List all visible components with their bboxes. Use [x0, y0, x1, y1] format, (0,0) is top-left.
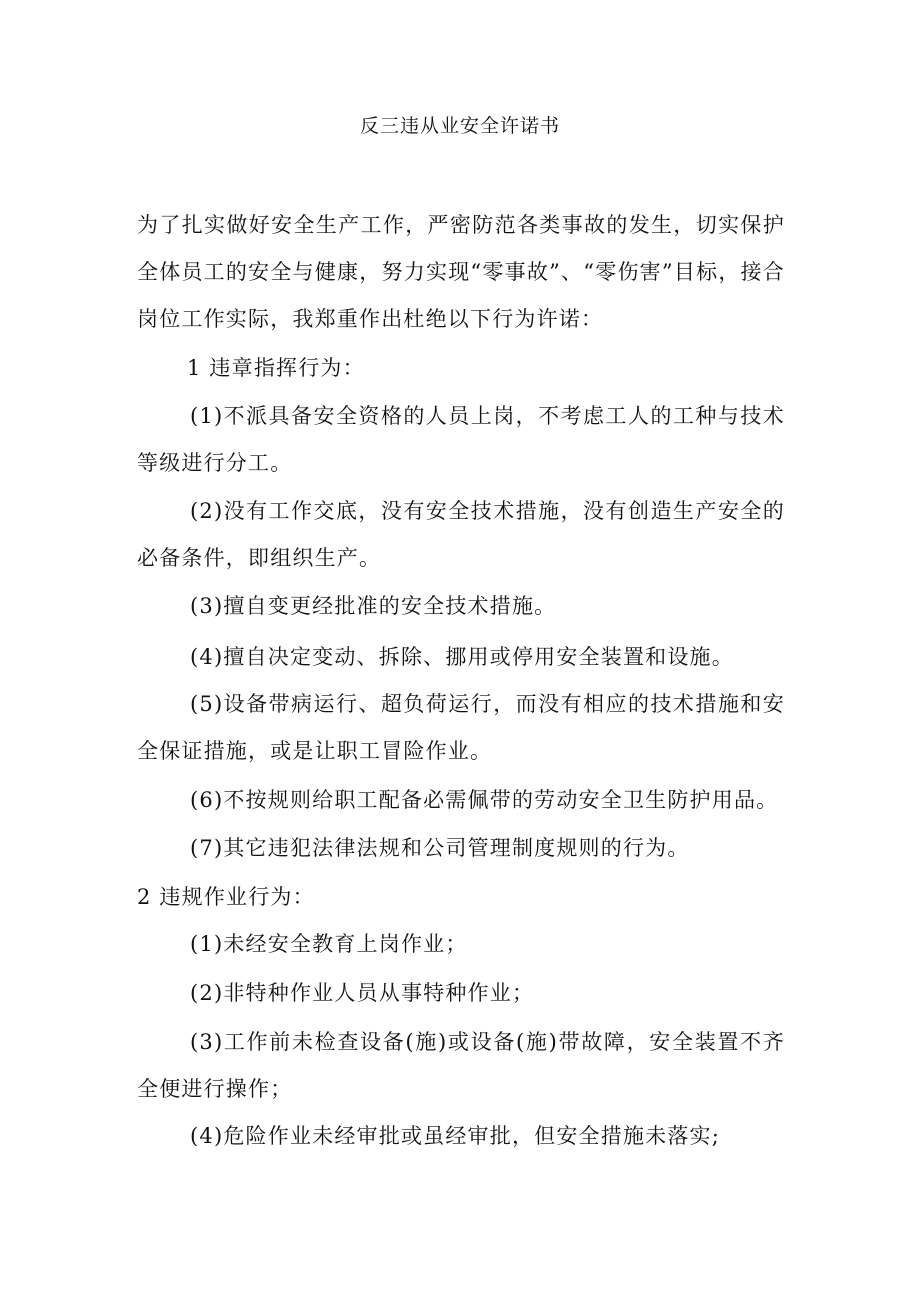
section-1-item: (5)设备带病运行、超负荷运行，而没有相应的技术措施和安全保证措施，或是让职工冒险作业。	[137, 692, 785, 763]
section-2-item: (4)危险作业未经审批或虽经审批，但安全措施未落实;	[190, 1124, 721, 1148]
section-1-item: (3)擅自变更经批准的安全技术措施。	[190, 594, 557, 618]
section-2-heading: 2 违规作业行为：	[137, 885, 315, 909]
section-1-item: (4)擅自决定变动、拆除、挪用或停用安全装置和设施。	[190, 645, 734, 669]
section-1-heading: 1 违章指挥行为：	[187, 356, 365, 380]
section-2-item: (2)非特种作业人员从事特种作业；	[190, 981, 535, 1005]
intro-paragraph: 为了扎实做好安全生产工作，严密防范各类事故的发生，切实保护全体员工的安全与健康，努力实现“零事故”、“零伤害”目标，接合岗位工作实际，我郑重作出杜绝以下行为许诺：	[137, 213, 785, 331]
section-2-item: (1)未经安全教育上岗作业；	[190, 932, 468, 956]
section-1-item: (1)不派具备安全资格的人员上岗，不考虑工人的工种与技术等级进行分工。	[137, 404, 785, 475]
section-1-item: (7)其它违犯法律法规和公司管理制度规则的行为。	[190, 836, 690, 860]
section-1-item: (6)不按规则给职工配备必需佩带的劳动安全卫生防护用品。	[190, 788, 779, 812]
document-title: 反三违从业安全许诺书	[359, 115, 560, 137]
section-1-item: (2)没有工作交底，没有安全技术措施，没有创造生产安全的必备条件，即组织生产。	[137, 499, 785, 570]
section-2-item: (3)工作前未检查设备(施)或设备(施)带故障，安全装置不齐全便进行操作；	[137, 1030, 785, 1101]
